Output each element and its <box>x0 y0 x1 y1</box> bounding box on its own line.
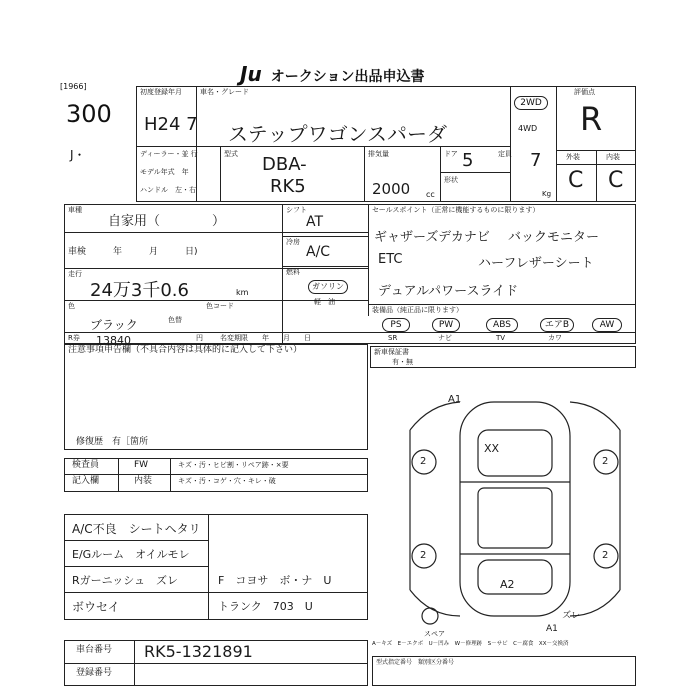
tire-mark-rr: 2 <box>602 550 609 561</box>
spare-label: スペア <box>424 630 445 638</box>
fuel-label: 燃料 <box>286 268 300 276</box>
diagram-mark-xx: XX <box>484 442 500 455</box>
damage-row-1: キズ・汚・ヒビ割・リペア跡・×要 <box>178 461 289 469</box>
equip-airbag: エアB <box>540 318 574 332</box>
sales-point-3: デュアルパワースライド <box>378 284 519 299</box>
yen-unit: 円 <box>196 334 203 342</box>
type-label: 型式 <box>224 150 238 158</box>
door-label: ドア <box>444 150 458 158</box>
door-value: 5 <box>462 150 474 171</box>
equip-pw: PW <box>432 318 460 332</box>
type-number-labels: 型式指定番号 類別区分番号 <box>376 659 455 666</box>
shift-value: AT <box>306 214 324 230</box>
seats-value: 7 <box>530 150 542 171</box>
sales-point-2a: ETC <box>378 252 403 267</box>
reference-number: [1966] <box>60 82 87 91</box>
exterior-value: C <box>568 168 584 193</box>
type-value-2: RK5 <box>270 176 306 197</box>
r-ticket-value: 13840 <box>96 334 131 347</box>
sales-point-2b: ハーフレザーシート <box>478 256 594 271</box>
inner-label: 内装 <box>134 476 153 486</box>
color-change-label: 色替 <box>168 316 182 324</box>
equip-navi: ナビ <box>438 334 452 342</box>
damage-row-2: キズ・汚・コゲ・穴・キレ・破 <box>178 477 276 485</box>
tire-mark-fl: 2 <box>420 456 427 467</box>
displacement-label: 排気量 <box>368 150 389 158</box>
car-name-label: 車名・グレード <box>200 88 249 96</box>
remark-2: E/Gルーム オイルモレ <box>72 548 190 561</box>
sales-point-1b: バックモニター <box>508 230 600 245</box>
tire-mark-fr: 2 <box>602 456 609 467</box>
repair-history-label: 修復歴 有［箇所 <box>76 437 149 447</box>
tire-mark-rl: 2 <box>420 550 427 561</box>
cc-unit: cc <box>426 190 435 199</box>
equip-sr: SR <box>388 334 398 342</box>
r-ticket-label: R券 <box>68 334 80 342</box>
entry-label: 記入欄 <box>72 476 100 486</box>
usage-value: 自家用（ ） <box>108 214 226 229</box>
usage-label: 車種 <box>68 206 82 214</box>
notes-label: 注意事項申告欄（不具合内容は具体的に記入して下さい） <box>68 345 303 355</box>
grade-value: R <box>580 100 603 138</box>
equip-abs: ABS <box>486 318 518 332</box>
registration-label: 登録番号 <box>76 668 113 678</box>
diagram-mark-zure: ズレ <box>562 611 581 621</box>
remark-1: A/C不良 シートヘタリ <box>72 522 201 536</box>
diagram-mark-a1-bottom: A1 <box>546 624 558 634</box>
transfer-label: 名変期限 年 月 日 <box>220 334 311 342</box>
drive-4wd: 4WD <box>518 124 538 133</box>
first-reg-label: 初度登録年月 <box>140 88 182 96</box>
seats-label: 定員 <box>498 150 512 158</box>
ac-label: 冷房 <box>286 238 300 246</box>
mileage-label: 走行 <box>68 270 82 278</box>
equip-tv: TV <box>496 334 506 342</box>
color-label: 色 <box>68 302 75 310</box>
lot-number: 300 <box>66 100 112 128</box>
damage-legend: A－キズ E－エクボ U－凹み W－修理跡 S－サビ C－腐食 XX－交換済 <box>372 641 569 647</box>
fuel-gasoline: ガソリン <box>308 280 348 294</box>
car-diagram <box>400 390 630 630</box>
shift-label: シフト <box>286 206 307 214</box>
shape-label: 形状 <box>444 176 458 184</box>
lot-sub: J・ <box>70 148 86 162</box>
equip-leather: カワ <box>548 334 562 342</box>
displacement-value: 2000 <box>372 180 411 198</box>
inspection-label: 車検 年 月 日) <box>68 247 198 257</box>
remark-6: トランク 703 U <box>218 600 313 613</box>
notes-section <box>64 344 368 450</box>
remark-5: F コヨサ ボ・ナ U <box>218 574 332 587</box>
ac-value: A/C <box>306 244 331 260</box>
exterior-label: 外装 <box>566 153 580 161</box>
diagram-mark-a1-top: A1 <box>448 394 462 405</box>
chassis-label: 車台番号 <box>76 645 113 655</box>
header <box>240 62 480 84</box>
sales-points-label: セールスポイント（正常に機能するものに限ります） <box>372 206 540 214</box>
warranty-label: 新車保証書 <box>374 348 409 356</box>
interior-label: 内装 <box>606 153 620 161</box>
car-name-value: ステップワゴンスパーダ <box>228 122 447 146</box>
brand-logo: Ju <box>240 62 262 86</box>
first-reg-value: H24 7 <box>144 114 198 135</box>
mileage-value: 24万3千0.6 <box>90 280 189 301</box>
equipment-label: 装備品（純正品に限ります） <box>372 306 463 314</box>
fw-label: FW <box>134 460 149 470</box>
color-code-label: 色コード <box>206 302 234 310</box>
model-year-label: モデル年式 年 <box>140 168 189 176</box>
inspector-label: 検査員 <box>72 460 100 470</box>
grade-label: 評価点 <box>574 88 595 96</box>
km-unit: km <box>236 288 249 297</box>
sales-point-1a: ギャザーズデカナビ <box>374 230 490 245</box>
chassis-value: RK5-1321891 <box>144 642 253 661</box>
equip-ps: PS <box>382 318 410 332</box>
type-value-1: DBA- <box>262 154 307 175</box>
remark-3: Rガーニッシュ ズレ <box>72 574 178 587</box>
interior-value: C <box>608 168 624 193</box>
drive-2wd: 2WD <box>514 96 548 110</box>
kg-unit: Kg <box>542 190 552 198</box>
fuel-diesel: 軽 油 <box>314 298 335 306</box>
dealer-label: ディーラー・並 行 <box>140 150 198 158</box>
handle-label: ハンドル 左・右 <box>140 186 196 194</box>
diagram-mark-a2: A2 <box>500 578 515 591</box>
warranty-value: 有・無 <box>392 358 413 366</box>
form-title: オークション出品申込書 <box>270 69 425 85</box>
remark-4: ボウセイ <box>72 600 120 614</box>
equip-aw: AW <box>592 318 622 332</box>
color-value: ブラック <box>90 318 138 332</box>
